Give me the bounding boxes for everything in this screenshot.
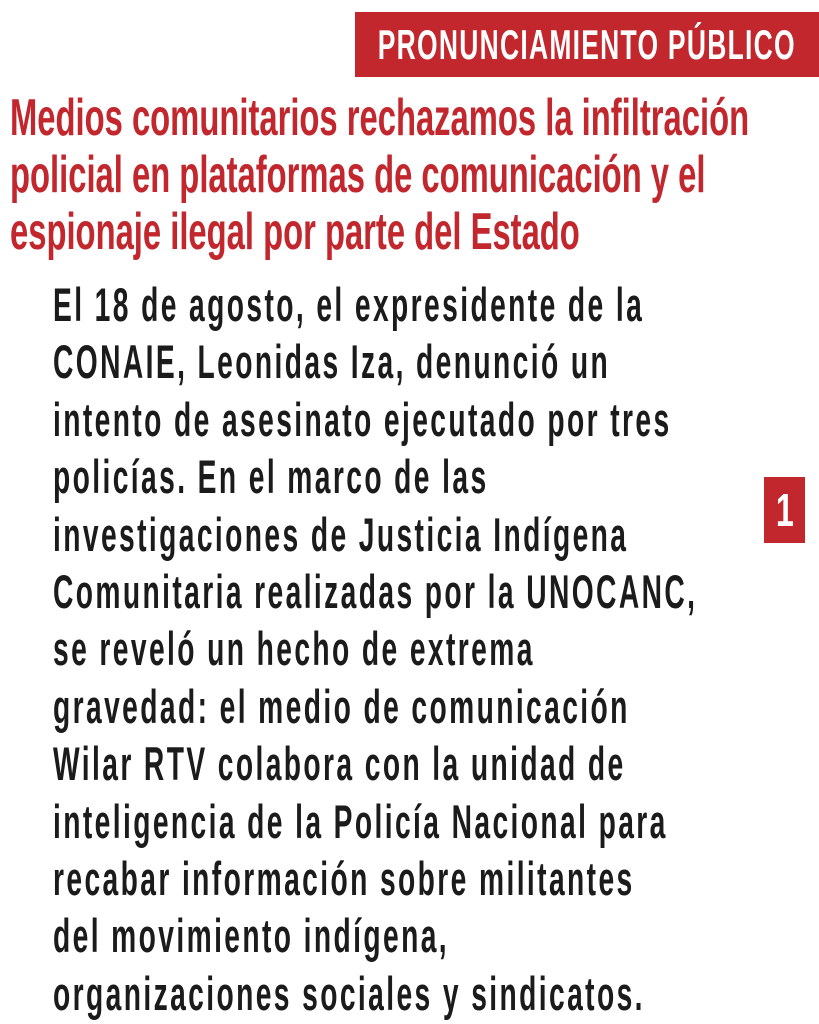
- body-line-text: del movimiento indígena,: [53, 909, 450, 963]
- body-line: [53, 907, 819, 964]
- title-line-text: Medios comunitarios rechazamos la infiltración: [10, 89, 750, 147]
- body-line: [53, 563, 819, 620]
- body-line: [53, 965, 819, 1022]
- title-line: [10, 147, 819, 204]
- body-line-text: recabar información sobre militantes: [53, 851, 635, 905]
- title-line-text: espionaje ilegal por parte del Estado: [10, 203, 580, 261]
- page-number-badge: [764, 477, 805, 543]
- banner: [355, 12, 819, 77]
- body-line: [53, 793, 819, 850]
- title-line: [10, 90, 819, 147]
- body-line-text: Comunitaria realizadas por la UNOCANC,: [53, 564, 698, 618]
- banner-label: PRONUNCIAMIENTO PÚBLICO: [377, 20, 797, 68]
- body-line: [53, 620, 819, 677]
- body-line: [53, 850, 819, 907]
- body-line-text: investigaciones de Justicia Indígena: [53, 507, 629, 561]
- body-line: [53, 506, 819, 563]
- title-line: [10, 204, 819, 261]
- body-line: [53, 448, 819, 505]
- body-line: [53, 678, 819, 735]
- body-line-text: inteligencia de la Policía Nacional para: [53, 794, 668, 848]
- body-line-text: se reveló un hecho de extrema: [53, 622, 535, 676]
- page-title: [10, 90, 819, 261]
- body-line: [53, 276, 819, 333]
- body-line: [53, 333, 819, 390]
- body-line: [53, 391, 819, 448]
- body-line-text: gravedad: el medio de comunicación: [53, 679, 630, 733]
- title-line-text: policial en plataformas de comunicación y el: [10, 146, 706, 204]
- body-line-text: El 18 de agosto, el expresidente de la: [53, 278, 645, 331]
- body-line-text: organizaciones sociales y sindicatos.: [53, 966, 645, 1020]
- page-number: 1: [775, 484, 794, 536]
- body-line-text: intento de asesinato ejecutado por tres: [53, 392, 672, 446]
- body-line-text: Wilar RTV colabora con la unidad de: [53, 737, 626, 791]
- body-line: [53, 735, 819, 792]
- body-paragraph: [53, 276, 819, 1022]
- body-line-text: policías. En el marco de las: [53, 450, 489, 504]
- body-line-text: CONAIE, Leonidas Iza, denunció un: [53, 335, 611, 389]
